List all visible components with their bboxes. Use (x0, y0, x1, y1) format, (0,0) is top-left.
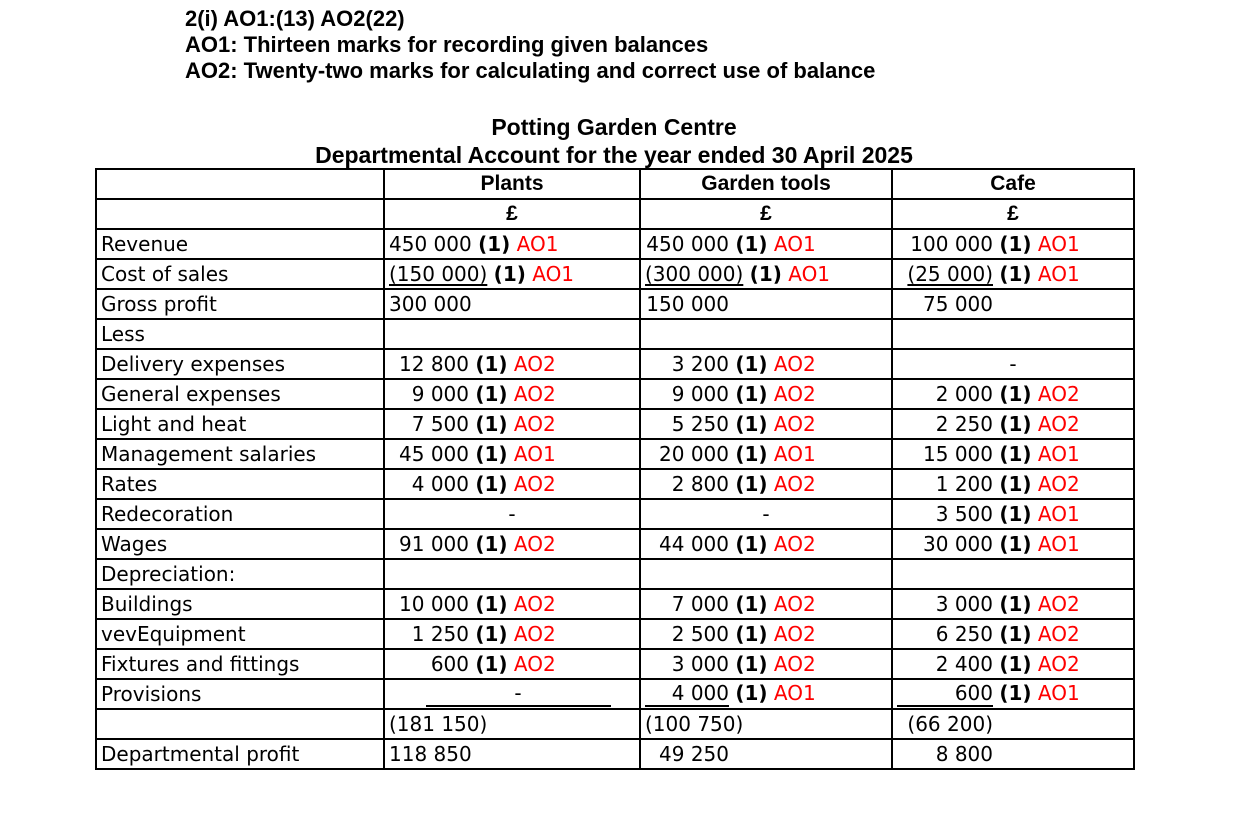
ao-tag: AO2 (773, 532, 816, 556)
mark-tag: (1) (475, 382, 508, 406)
row-label: Departmental profit (96, 739, 384, 769)
value-cell (640, 709, 892, 739)
amount: 75 000 (923, 292, 993, 316)
amount: 15 000 (923, 442, 993, 466)
ao-tag: AO1 (513, 442, 556, 466)
ao-tag: AO2 (513, 382, 556, 406)
value-cell (892, 349, 1134, 379)
amount: 1 200 (935, 472, 993, 496)
table-row (96, 349, 1134, 379)
ao-tag: AO2 (513, 472, 556, 496)
mark-tag: (1) (475, 532, 508, 556)
amount: 44 000 (659, 532, 729, 556)
amount: 300 000 (389, 292, 472, 316)
mark-tag: (1) (735, 382, 768, 406)
value-cell (640, 649, 892, 679)
ao-tag: AO1 (773, 681, 816, 705)
row-label: Delivery expenses (96, 349, 384, 379)
value-cell (640, 289, 892, 319)
value-cell (892, 559, 1134, 589)
value-cell (384, 349, 640, 379)
currency-header-row (96, 199, 1134, 229)
value-cell (384, 739, 640, 769)
table-row (96, 589, 1134, 619)
value-cell (892, 619, 1134, 649)
amount: 3 000 (935, 592, 993, 616)
value-cell (892, 589, 1134, 619)
amount: 45 000 (399, 442, 469, 466)
ao-tag: AO2 (773, 622, 816, 646)
value-cell (640, 259, 892, 289)
mark-tag: (1) (999, 652, 1032, 676)
mark-tag: (1) (475, 622, 508, 646)
amount: 4 000 (411, 472, 469, 496)
value-cell (384, 709, 640, 739)
amount: 9 000 (411, 382, 469, 406)
value-cell (384, 469, 640, 499)
mark-tag: (1) (493, 262, 526, 286)
amount: 7 500 (411, 412, 469, 436)
value-cell (892, 649, 1134, 679)
amount: 7 000 (671, 592, 729, 616)
value-cell (384, 499, 640, 529)
value-cell (892, 709, 1134, 739)
ao-tag: AO1 (788, 262, 831, 286)
row-label: Redecoration (96, 499, 384, 529)
value-cell (892, 409, 1134, 439)
value-cell (384, 619, 640, 649)
ao-tag: AO1 (1037, 681, 1080, 705)
amount: 600 (897, 681, 993, 707)
ao-tag: AO1 (773, 232, 816, 256)
value-cell (892, 739, 1134, 769)
ao-tag: AO2 (513, 622, 556, 646)
amount: 3 200 (671, 352, 729, 376)
table-row (96, 529, 1134, 559)
department-header-row (96, 169, 1134, 199)
amount: 3 500 (935, 502, 993, 526)
table-row (96, 379, 1134, 409)
ao-tag: AO1 (1037, 502, 1080, 526)
row-label: Wages (96, 529, 384, 559)
amount: (66 200) (907, 712, 993, 736)
table-row (96, 229, 1134, 259)
amount: 1 250 (411, 622, 469, 646)
table-row (96, 409, 1134, 439)
amount: (181 150) (389, 712, 488, 736)
amount: 10 000 (399, 592, 469, 616)
mark-tag: (1) (999, 681, 1032, 705)
currency-header-plants: £ (384, 199, 640, 229)
amount: 5 250 (671, 412, 729, 436)
row-label: Revenue (96, 229, 384, 259)
currency-header-garden-tools: £ (640, 199, 892, 229)
amount: 118 850 (389, 742, 472, 766)
amount: 2 400 (935, 652, 993, 676)
ao-tag: AO1 (773, 442, 816, 466)
value-cell (384, 679, 640, 709)
value-cell (892, 379, 1134, 409)
ao-tag: AO2 (513, 532, 556, 556)
mark-tag: (1) (999, 592, 1032, 616)
mark-tag: (1) (999, 412, 1032, 436)
ao-tag: AO2 (1037, 412, 1080, 436)
mark-tag: (1) (475, 412, 508, 436)
ao-tag: AO2 (513, 652, 556, 676)
amount: (100 750) (645, 712, 744, 736)
mark-tag: (1) (735, 232, 768, 256)
mark-tag: (1) (999, 382, 1032, 406)
value-cell (640, 439, 892, 469)
table-row (96, 559, 1134, 589)
ao-tag: AO1 (532, 262, 575, 286)
amount: 6 250 (935, 622, 993, 646)
row-label: Depreciation: (96, 559, 384, 589)
value-cell (384, 229, 640, 259)
ao-tag: AO2 (1037, 622, 1080, 646)
value-cell (384, 559, 640, 589)
table-row (96, 679, 1134, 709)
row-label: Light and heat (96, 409, 384, 439)
value-cell (640, 619, 892, 649)
value-cell (892, 229, 1134, 259)
value-cell (384, 409, 640, 439)
ao-tag: AO2 (773, 352, 816, 376)
value-cell (640, 229, 892, 259)
currency-header-cafe: £ (892, 199, 1134, 229)
ao-tag: AO1 (516, 232, 559, 256)
row-label: Rates (96, 469, 384, 499)
row-label: Provisions (96, 679, 384, 709)
table-row (96, 619, 1134, 649)
mark-tag: (1) (999, 472, 1032, 496)
amount: 30 000 (923, 532, 993, 556)
amount: 3 000 (671, 652, 729, 676)
value-cell (892, 259, 1134, 289)
row-label: Cost of sales (96, 259, 384, 289)
page-subtitle: Departmental Account for the year ended 30 April 2025 (315, 142, 913, 168)
amount: 150 000 (646, 292, 729, 316)
value-cell (892, 289, 1134, 319)
value-cell (892, 319, 1134, 349)
table-row (96, 439, 1134, 469)
ao-tag: AO1 (1037, 442, 1080, 466)
table-row (96, 259, 1134, 289)
amount: 20 000 (659, 442, 729, 466)
table-row (96, 499, 1134, 529)
value-cell (640, 469, 892, 499)
table-row (96, 319, 1134, 349)
ao-tag: AO2 (513, 352, 556, 376)
mark-tag: (1) (475, 352, 508, 376)
value-cell (640, 679, 892, 709)
mark-tag: (1) (735, 622, 768, 646)
ao-tag: AO1 (1037, 232, 1080, 256)
amount: (300 000) (645, 262, 744, 286)
ao-tag: AO2 (1037, 382, 1080, 406)
value-cell (384, 289, 640, 319)
mark-tag: (1) (735, 681, 768, 705)
mark-tag: (1) (999, 502, 1032, 526)
page-title: Potting Garden Centre (491, 114, 737, 140)
table-row (96, 469, 1134, 499)
value-cell (892, 529, 1134, 559)
value-cell (384, 439, 640, 469)
amount: (150 000) (389, 262, 488, 286)
mark-tag: (1) (475, 472, 508, 496)
mark-tag: (1) (999, 442, 1032, 466)
marks-header (185, 6, 875, 84)
amount: 600 (430, 652, 469, 676)
value-cell (384, 379, 640, 409)
amount: 8 800 (935, 742, 993, 766)
mark-tag: (1) (735, 472, 768, 496)
table-body (96, 229, 1134, 769)
value-cell (892, 469, 1134, 499)
mark-tag: (1) (735, 352, 768, 376)
amount: 100 000 (910, 232, 993, 256)
value-cell (640, 349, 892, 379)
mark-tag: (1) (475, 442, 508, 466)
value-cell (892, 439, 1134, 469)
value-cell (384, 319, 640, 349)
ao-tag: AO1 (1037, 262, 1080, 286)
amount: 2 800 (671, 472, 729, 496)
ao-tag: AO2 (773, 382, 816, 406)
ao-tag: AO2 (773, 652, 816, 676)
currency-header-blank (96, 199, 384, 229)
mark-tag: (1) (475, 652, 508, 676)
amount: 450 000 (646, 232, 729, 256)
marks-line-ao1: AO1: Thirteen marks for recording given balances (185, 32, 709, 57)
amount: 49 250 (659, 742, 729, 766)
ao-tag: AO2 (1037, 652, 1080, 676)
table-header (96, 169, 1134, 229)
mark-tag: (1) (735, 412, 768, 436)
row-label: Management salaries (96, 439, 384, 469)
table-row (96, 289, 1134, 319)
mark-tag: (1) (478, 232, 511, 256)
value-cell (892, 499, 1134, 529)
mark-tag: (1) (735, 442, 768, 466)
value-cell (640, 319, 892, 349)
ao-tag: AO2 (1037, 472, 1080, 496)
ao-tag: AO2 (773, 592, 816, 616)
value-cell (640, 379, 892, 409)
mark-tag: (1) (735, 652, 768, 676)
column-header-blank (96, 169, 384, 199)
row-label: General expenses (96, 379, 384, 409)
mark-tag: (1) (999, 622, 1032, 646)
marks-line-allocation: 2(i) AO1:(13) AO2(22) (185, 6, 405, 31)
table-row (96, 709, 1134, 739)
amount: (25 000) (907, 262, 993, 286)
row-label: Fixtures and fittings (96, 649, 384, 679)
ao-tag: AO2 (513, 412, 556, 436)
value-cell (640, 409, 892, 439)
mark-tag: (1) (999, 532, 1032, 556)
value-cell (892, 679, 1134, 709)
amount: 4 000 (645, 681, 729, 707)
row-label: vevEquipment (96, 619, 384, 649)
marks-line-ao2: AO2: Twenty-two marks for calculating and correct use of balance (185, 58, 876, 83)
value-cell (640, 499, 892, 529)
table-row (96, 739, 1134, 769)
ao-tag: AO2 (773, 472, 816, 496)
row-label (96, 709, 384, 739)
column-header-plants: Plants (384, 169, 640, 199)
amount: 2 500 (671, 622, 729, 646)
row-label: Less (96, 319, 384, 349)
amount: 12 800 (399, 352, 469, 376)
table-row (96, 649, 1134, 679)
mark-tag: (1) (999, 232, 1032, 256)
mark-tag: (1) (749, 262, 782, 286)
column-header-cafe: Cafe (892, 169, 1134, 199)
dash: - (762, 502, 770, 526)
value-cell (640, 529, 892, 559)
row-label: Buildings (96, 589, 384, 619)
mark-tag: (1) (735, 532, 768, 556)
ruled-dash: - (426, 681, 611, 707)
value-cell (384, 259, 640, 289)
mark-tag: (1) (999, 262, 1032, 286)
amount: 2 000 (935, 382, 993, 406)
value-cell (384, 649, 640, 679)
amount: 2 250 (935, 412, 993, 436)
dash: - (1009, 352, 1017, 376)
departmental-account-table (95, 168, 1135, 770)
ao-tag: AO2 (513, 592, 556, 616)
column-header-garden-tools: Garden tools (640, 169, 892, 199)
value-cell (640, 589, 892, 619)
mark-tag: (1) (475, 592, 508, 616)
value-cell (640, 559, 892, 589)
value-cell (384, 529, 640, 559)
row-label: Gross profit (96, 289, 384, 319)
amount: 450 000 (389, 232, 472, 256)
amount: 91 000 (399, 532, 469, 556)
ao-tag: AO2 (773, 412, 816, 436)
value-cell (640, 739, 892, 769)
mark-tag: (1) (735, 592, 768, 616)
amount: 9 000 (671, 382, 729, 406)
ao-tag: AO1 (1037, 532, 1080, 556)
value-cell (384, 589, 640, 619)
ao-tag: AO2 (1037, 592, 1080, 616)
dash: - (508, 502, 516, 526)
